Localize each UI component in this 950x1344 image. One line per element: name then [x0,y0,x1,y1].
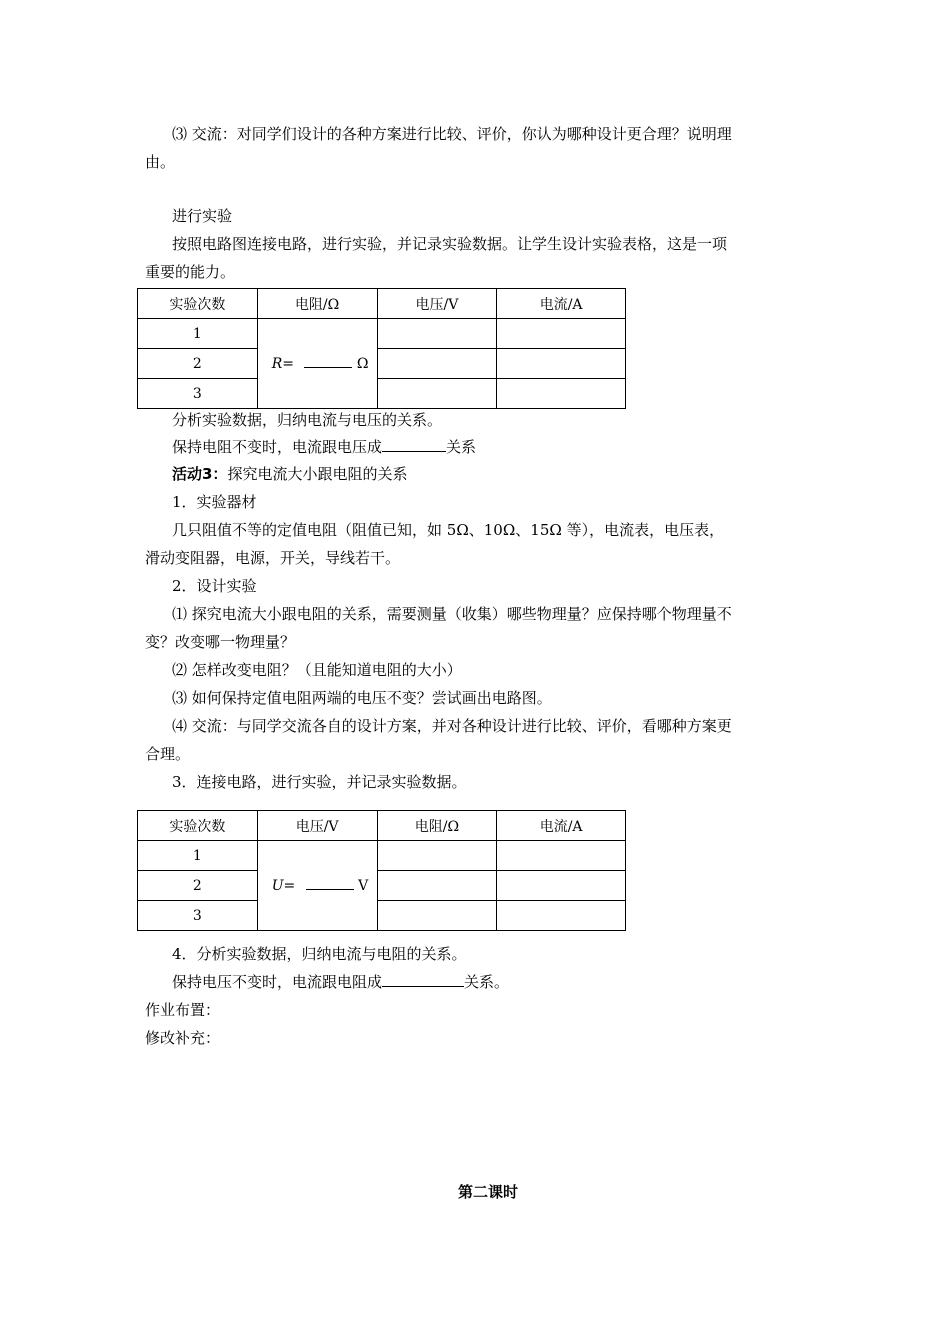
table1-resistance-cell [257,319,377,409]
analysis-1: 分析实验数据，归纳电流与电压的关系。 [172,411,443,429]
question-1: ⑴ 探究电流大小跟电阻的关系，需要测量（收集）哪些物理量？应保持哪个物理量不 [172,605,732,623]
item-4: 4．分析实验数据，归纳电流与电阻的关系。 [172,945,467,963]
data-table-1 [137,288,626,409]
table2-cell [377,871,497,901]
section-title-experiment: 进行实验 [172,207,233,225]
experiment-text-cont: 重要的能力。 [145,263,236,281]
table2-cell [377,901,497,931]
table2-row-number: 2 [138,871,258,901]
conclusion-2-blank [382,986,464,987]
para-exchange: ⑶ 交流：对同学们设计的各种方案进行比较、评价，你认为哪种设计更合理？说明理 [172,125,732,143]
table2-header-resistance: 电阻/Ω [377,811,497,841]
question-2: ⑵ 怎样改变电阻？（且能知道电阻的大小） [172,661,462,679]
table1-cell [377,319,497,349]
question-4-cont: 合理。 [145,745,191,763]
table1-header-current: 电流/A [497,289,626,319]
para-exchange-cont: 由。 [145,153,176,171]
table2-header-trials: 实验次数 [138,811,258,841]
table2-voltage-cell [257,841,377,931]
table1-header-trials: 实验次数 [138,289,258,319]
resistance-unit: Ω [356,355,369,372]
table1-row-number: 3 [138,379,258,409]
voltage-label: U= [271,877,296,894]
conclusion-1 [172,437,476,457]
conclusion-2-text: 保持电压不变时，电流跟电阻成 [172,973,383,991]
resistance-blank [304,367,352,368]
table2-cell [497,871,626,901]
question-4: ⑷ 交流：与同学交流各自的设计方案，并对各种设计进行比较、评价，看哪种方案更 [172,717,732,735]
conclusion-2-suffix: 关系。 [464,973,510,991]
table1-header-voltage: 电压/V [377,289,497,319]
item-1: 1．实验器材 [172,493,257,511]
table1-cell [497,319,626,349]
data-table-2 [137,810,626,931]
table1-row-number: 1 [138,319,258,349]
table2-header-current: 电流/A [497,811,626,841]
table2-cell [377,841,497,871]
table1-cell [377,379,497,409]
table2-cell [497,841,626,871]
table1-header-resistance: 电阻/Ω [257,289,377,319]
homework-label: 作业布置： [145,1001,221,1019]
voltage-unit: V [358,877,369,894]
table1-row-number: 2 [138,349,258,379]
question-1-cont: 变？改变哪一物理量？ [145,633,296,651]
activity-3-title: 探究电流大小跟电阻的关系 [227,465,408,483]
item-2: 2．设计实验 [172,577,257,595]
table1-cell [497,379,626,409]
materials-cont: 滑动变阻器，电源，开关，导线若干。 [145,549,401,567]
table2-row-number: 3 [138,901,258,931]
table1-cell [377,349,497,379]
experiment-text: 按照电路图连接电路，进行实验，并记录实验数据。让学生设计实验表格，这是一项 [172,235,728,253]
resistance-label: R= [271,355,294,372]
question-3: ⑶ 如何保持定值电阻两端的电压不变？尝试画出电路图。 [172,689,552,707]
revision-label: 修改补充： [145,1029,221,1047]
table2-cell [497,901,626,931]
item-3: 3．连接电路，进行实验，并记录实验数据。 [172,773,467,791]
voltage-blank [306,889,354,890]
table1-cell [497,349,626,379]
table2-row-number: 1 [138,841,258,871]
materials: 几只阻值不等的定值电阻（阻值已知，如 5Ω、10Ω、15Ω 等），电流表，电压表， [172,521,725,539]
conclusion-2 [172,972,509,992]
activity-3-heading [172,464,407,484]
activity-3-label: 活动3： [172,465,228,483]
conclusion-1-blank [382,451,446,452]
conclusion-1-suffix: 关系 [446,438,477,456]
table2-header-voltage: 电压/V [257,811,377,841]
lesson-2-heading: 第二课时 [458,1183,519,1201]
conclusion-1-text: 保持电阻不变时，电流跟电压成 [172,438,383,456]
